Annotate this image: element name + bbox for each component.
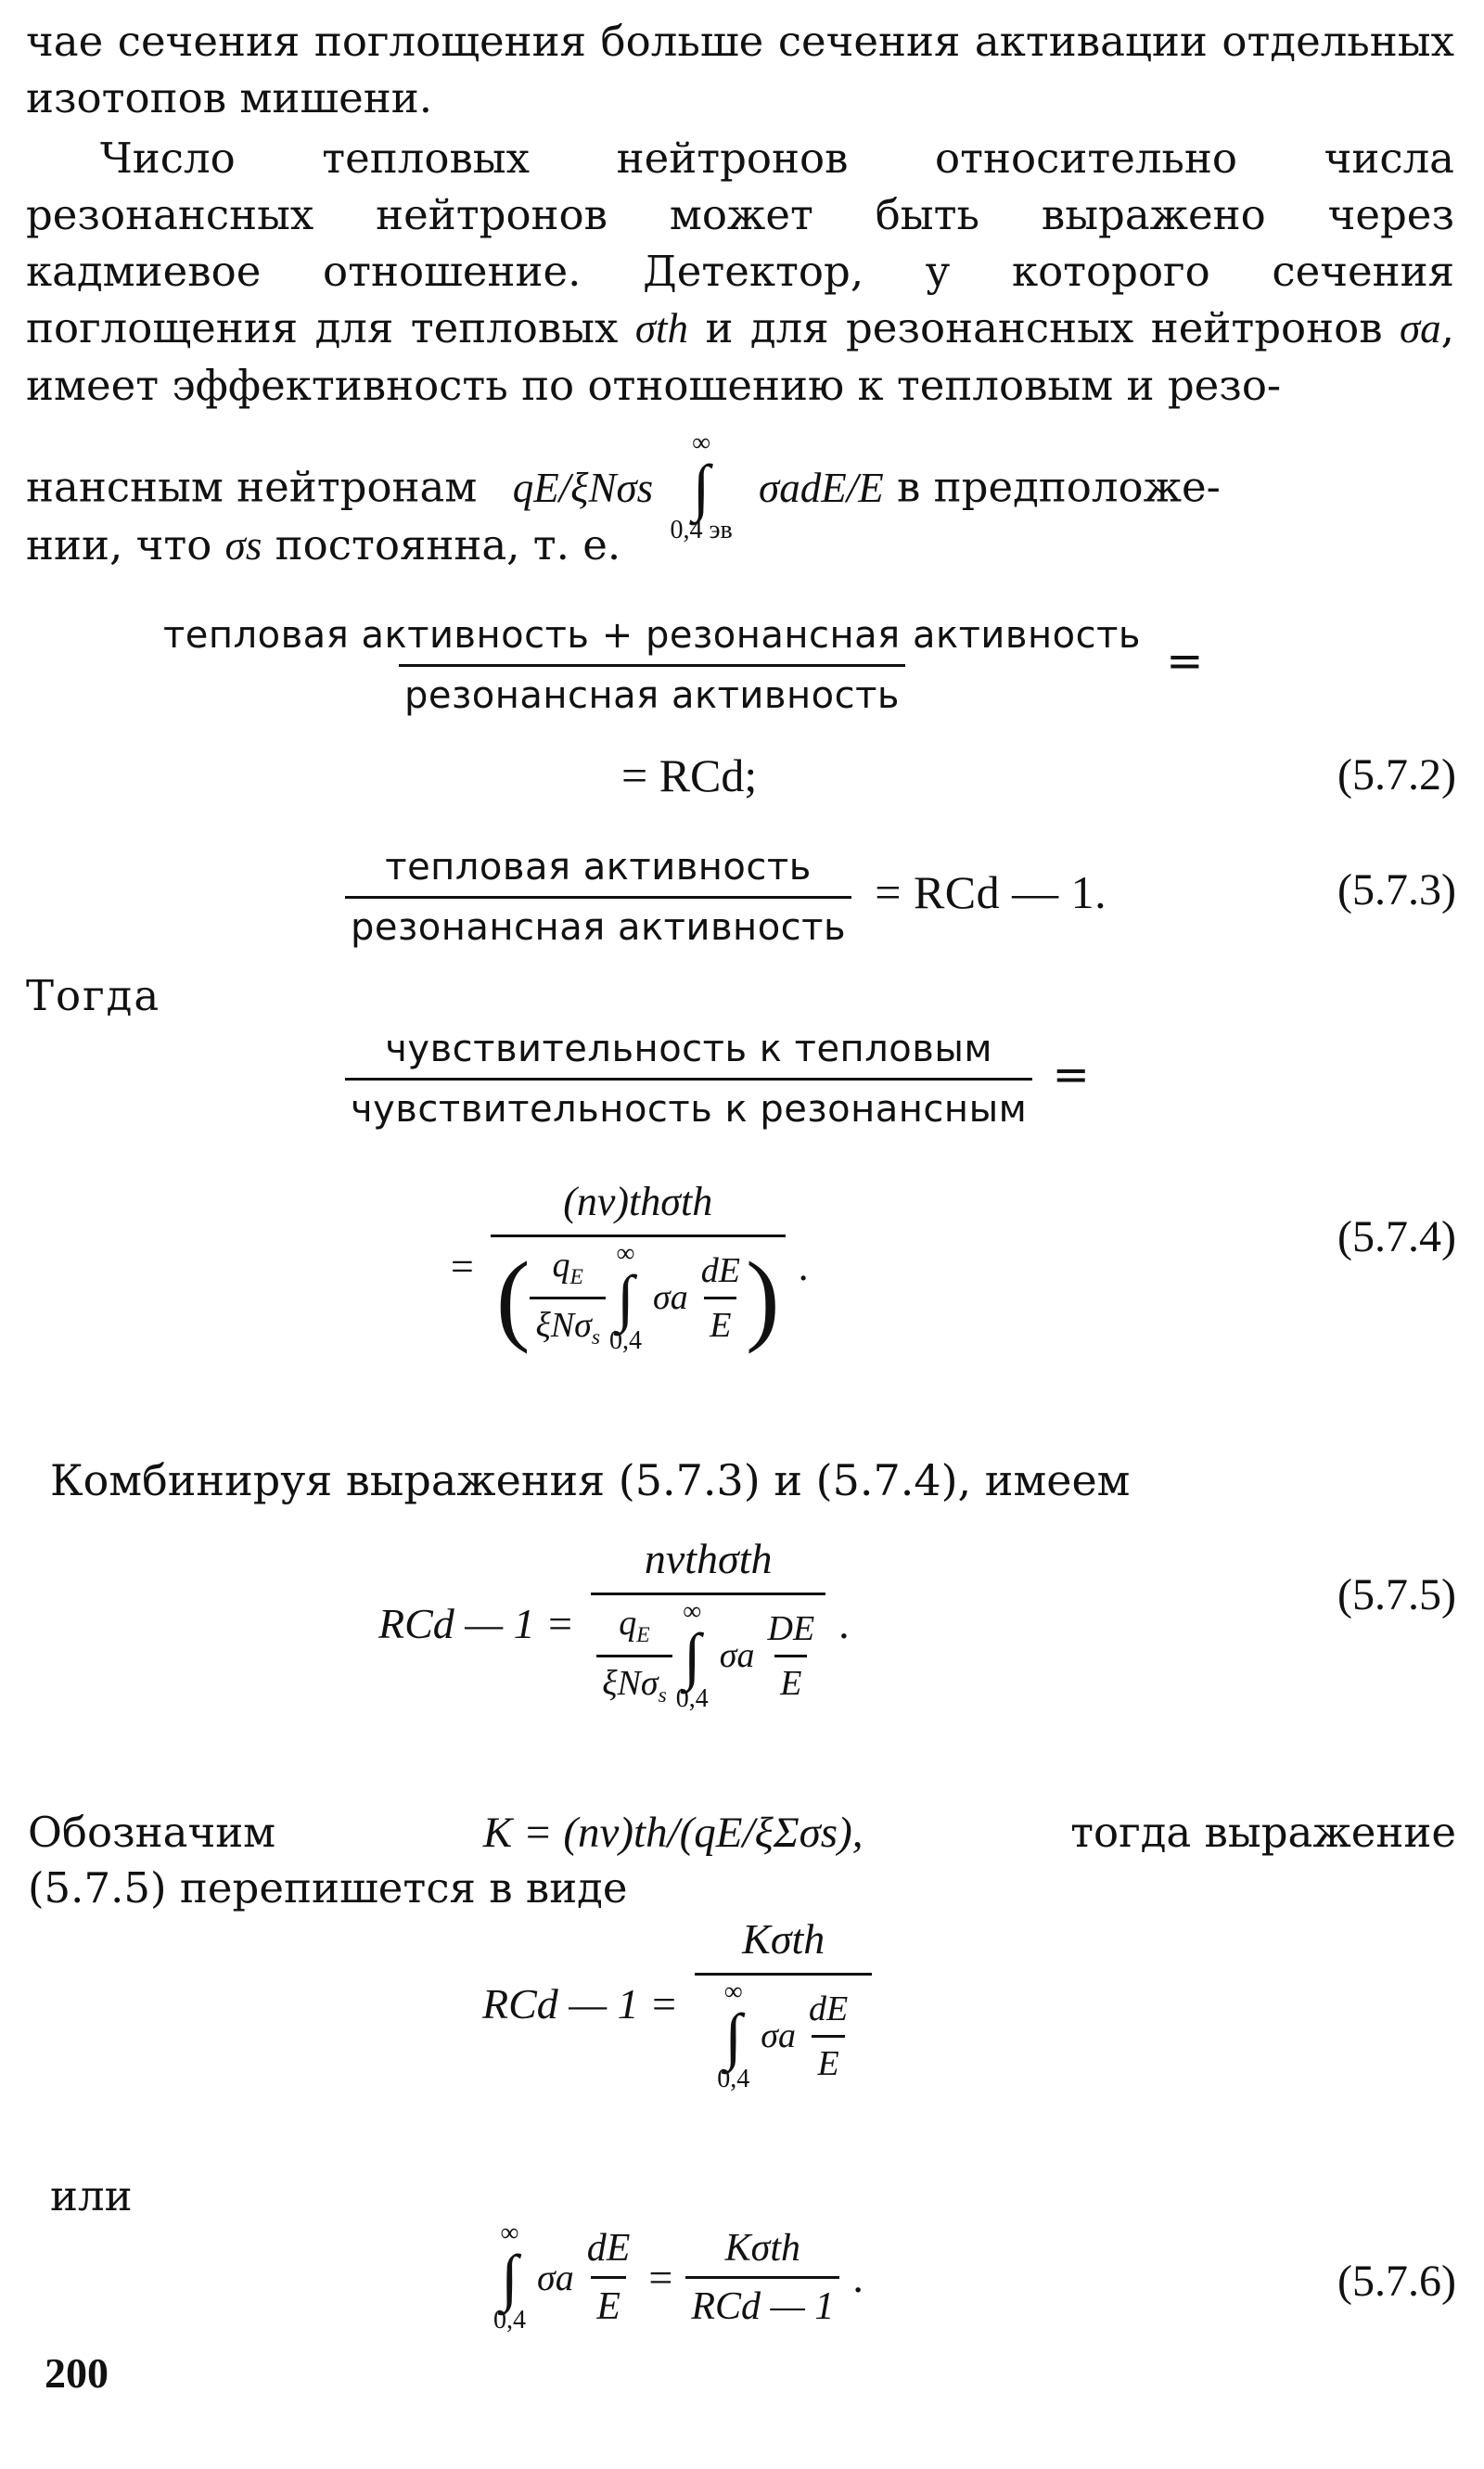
main-numerator: (nv)thσth (563, 1179, 713, 1224)
fraction-numerator: тепловая активность (385, 846, 812, 889)
main-fraction (491, 1178, 786, 1354)
main-denominator (695, 1973, 872, 2092)
lower-limit: 0,4 (609, 1326, 642, 1355)
equation-5-7-4-ratio (345, 1026, 1090, 1132)
lower-limit: 0,4 эв (670, 516, 733, 544)
de-fraction (803, 1989, 853, 2084)
lower-limit: 0,4 (717, 2065, 750, 2093)
equation-number-5-7-4: (5.7.4) (1337, 1212, 1456, 1261)
paragraph-2-text: Число тепловых нейтронов относительно числа резонансных нейтронов может быть выражено через кадмиевое отношение. Детектор, у которого сечения поглощения для тепловых (26, 134, 1454, 352)
paragraph-2-mid: и для резонансных нейтронов (705, 303, 1383, 352)
equation-number-5-7-6: (5.7.6) (1337, 2257, 1456, 2306)
integral-sign: ∫ (501, 2242, 518, 2312)
k-definition: K = (nv)th/(qE/ξΣσs), (482, 1809, 864, 1857)
rcd-result: = RCd; (621, 749, 758, 801)
paragraph-3-tail: постоянна, т. е. (275, 520, 621, 569)
definition-line (28, 1807, 1456, 1859)
integral (493, 2220, 526, 2334)
period: . (838, 1599, 850, 1647)
left-paren: ( (495, 1241, 531, 1354)
integral-sign: ∫ (692, 452, 710, 522)
de-numerator: dE (586, 2226, 631, 2270)
qe-numerator: $q_E$ (552, 1246, 583, 1290)
qe-denominator: ξNσ$_s$ (596, 1655, 672, 1708)
paragraph-3-in: в предположе- (897, 462, 1221, 512)
inline-integral (670, 430, 732, 544)
qe-expression: qE/ξNσs (512, 464, 654, 511)
integral-sign: ∫ (683, 1620, 701, 1691)
de-numerator: DE (767, 1608, 815, 1648)
equation-5-7-5 (378, 1534, 850, 1712)
sigma-a-term: σa (761, 2016, 796, 2055)
integral-sign: ∫ (617, 1262, 634, 1333)
de-denominator: E (812, 2035, 844, 2084)
upper-limit: ∞ (683, 1597, 702, 1626)
sigma-a-symbol: σa (1399, 305, 1441, 352)
equation-5-7-2 (158, 612, 1204, 719)
paragraph-3-end-line (26, 519, 620, 571)
sigma-s-symbol: σs (224, 522, 262, 569)
de-denominator: E (591, 2276, 626, 2329)
qe-fraction (596, 1603, 672, 1708)
main-fraction (695, 1914, 872, 2092)
ili-word: или (50, 2171, 133, 2220)
sigma-a-term: σa (653, 1278, 688, 1317)
paragraph-3-start: нансным нейтронам (26, 462, 478, 512)
word-fraction (158, 612, 1146, 719)
qe-numerator: $q_E$ (619, 1604, 650, 1648)
oboznachim-word: Обозначим (28, 1808, 276, 1857)
rcd-minus-one: = RCd — 1. (875, 865, 1107, 918)
equation-5-7-6 (490, 2220, 864, 2334)
paragraph-3-end: нии, что (26, 520, 212, 569)
lower-limit: 0,4 (675, 1684, 709, 1713)
de-fraction (582, 2226, 636, 2329)
k-denominator: RCd — 1 (685, 2276, 839, 2329)
de-denominator: E (704, 1297, 736, 1346)
de-fraction (696, 1250, 746, 1346)
lower-limit: 0,4 (493, 2306, 526, 2335)
qe-denominator: ξNσ$_s$ (530, 1297, 606, 1350)
fraction-denominator: чувствительность к резонансным (345, 1078, 1032, 1132)
togda-word: Тогда (26, 971, 161, 1020)
combining-sentence: Комбинируя выражения (5.7.3) и (5.7.4), имеем (50, 1455, 1131, 1505)
paragraph-2-end: имеет эффективность по отношению к тепловым и резо- (26, 361, 1282, 410)
upper-limit: ∞ (616, 1239, 635, 1268)
sigma-a-term: σa (537, 2256, 574, 2298)
rcd-minus-one-lhs: RCd — 1 = (482, 1979, 679, 2028)
upper-limit: ∞ (500, 2219, 519, 2247)
main-denominator (591, 1593, 825, 1712)
equation-5-7-4-formula (451, 1178, 809, 1354)
sigma-a-term: σa (719, 1636, 755, 1675)
upper-limit: ∞ (692, 429, 711, 457)
integrand-inline: σadE/E (759, 464, 884, 511)
de-numerator: dE (700, 1250, 740, 1290)
main-numerator: nvthσth (644, 1535, 773, 1582)
k-fraction (685, 2226, 839, 2329)
page-number: 200 (45, 2349, 109, 2397)
rewritten-line: (5.7.5) перепишется в виде (28, 1863, 628, 1913)
main-fraction (591, 1534, 825, 1712)
fraction-denominator: резонансная активность (399, 664, 905, 719)
equals-sign: = (1166, 634, 1204, 687)
de-numerator: dE (808, 1989, 849, 2028)
qe-fraction (530, 1245, 606, 1350)
period: . (798, 1243, 809, 1289)
de-denominator: E (774, 1655, 807, 1704)
upper-limit: ∞ (723, 1977, 743, 2006)
paragraph-1: чае сечения поглощения больше сечения активации отдельных изотопов мишени. (26, 17, 1454, 122)
integral (676, 1599, 709, 1712)
word-fraction (345, 844, 851, 951)
sigma-th-symbol: σth (634, 305, 689, 352)
word-fraction (345, 1026, 1032, 1132)
integral (717, 1979, 749, 2092)
integral (609, 1241, 642, 1354)
de-fraction (762, 1608, 821, 1704)
fraction-denominator: резонансная активность (345, 896, 851, 951)
equals-sign: = (1052, 1048, 1091, 1101)
paragraph-2: Число тепловых нейтронов относительно числа резонансных нейтронов может быть выражено через кадмиевое отношение. Детектор, у которого сечения поглощения для тепловых σth и для резонансных нейтронов σa, имеет эффективность по отношению к тепловым и резо- (26, 134, 1454, 410)
period: . (852, 2253, 864, 2301)
equation-number-5-7-2: (5.7.2) (1337, 750, 1456, 800)
main-denominator (491, 1234, 786, 1354)
equation-5-7-3 (345, 844, 1107, 951)
oboznachim-tail: тогда выражение (1070, 1808, 1456, 1857)
right-paren: ) (745, 1241, 780, 1354)
integral-sign: ∫ (724, 2001, 743, 2071)
fraction-numerator: тепловая активность + резонансная активность (163, 614, 1141, 657)
equation-unnumbered (482, 1914, 872, 2092)
equation-number-5-7-5: (5.7.5) (1337, 1570, 1456, 1619)
rcd-minus-one-lhs: RCd — 1 = (378, 1599, 575, 1647)
equation-number-5-7-3: (5.7.3) (1337, 865, 1456, 915)
equals-sign: = (451, 1243, 474, 1289)
fraction-numerator: чувствительность к тепловым (385, 1028, 993, 1070)
equals-sign: = (648, 2253, 673, 2301)
k-numerator: Kσth (724, 2226, 801, 2270)
main-numerator: Kσth (742, 1915, 825, 1963)
